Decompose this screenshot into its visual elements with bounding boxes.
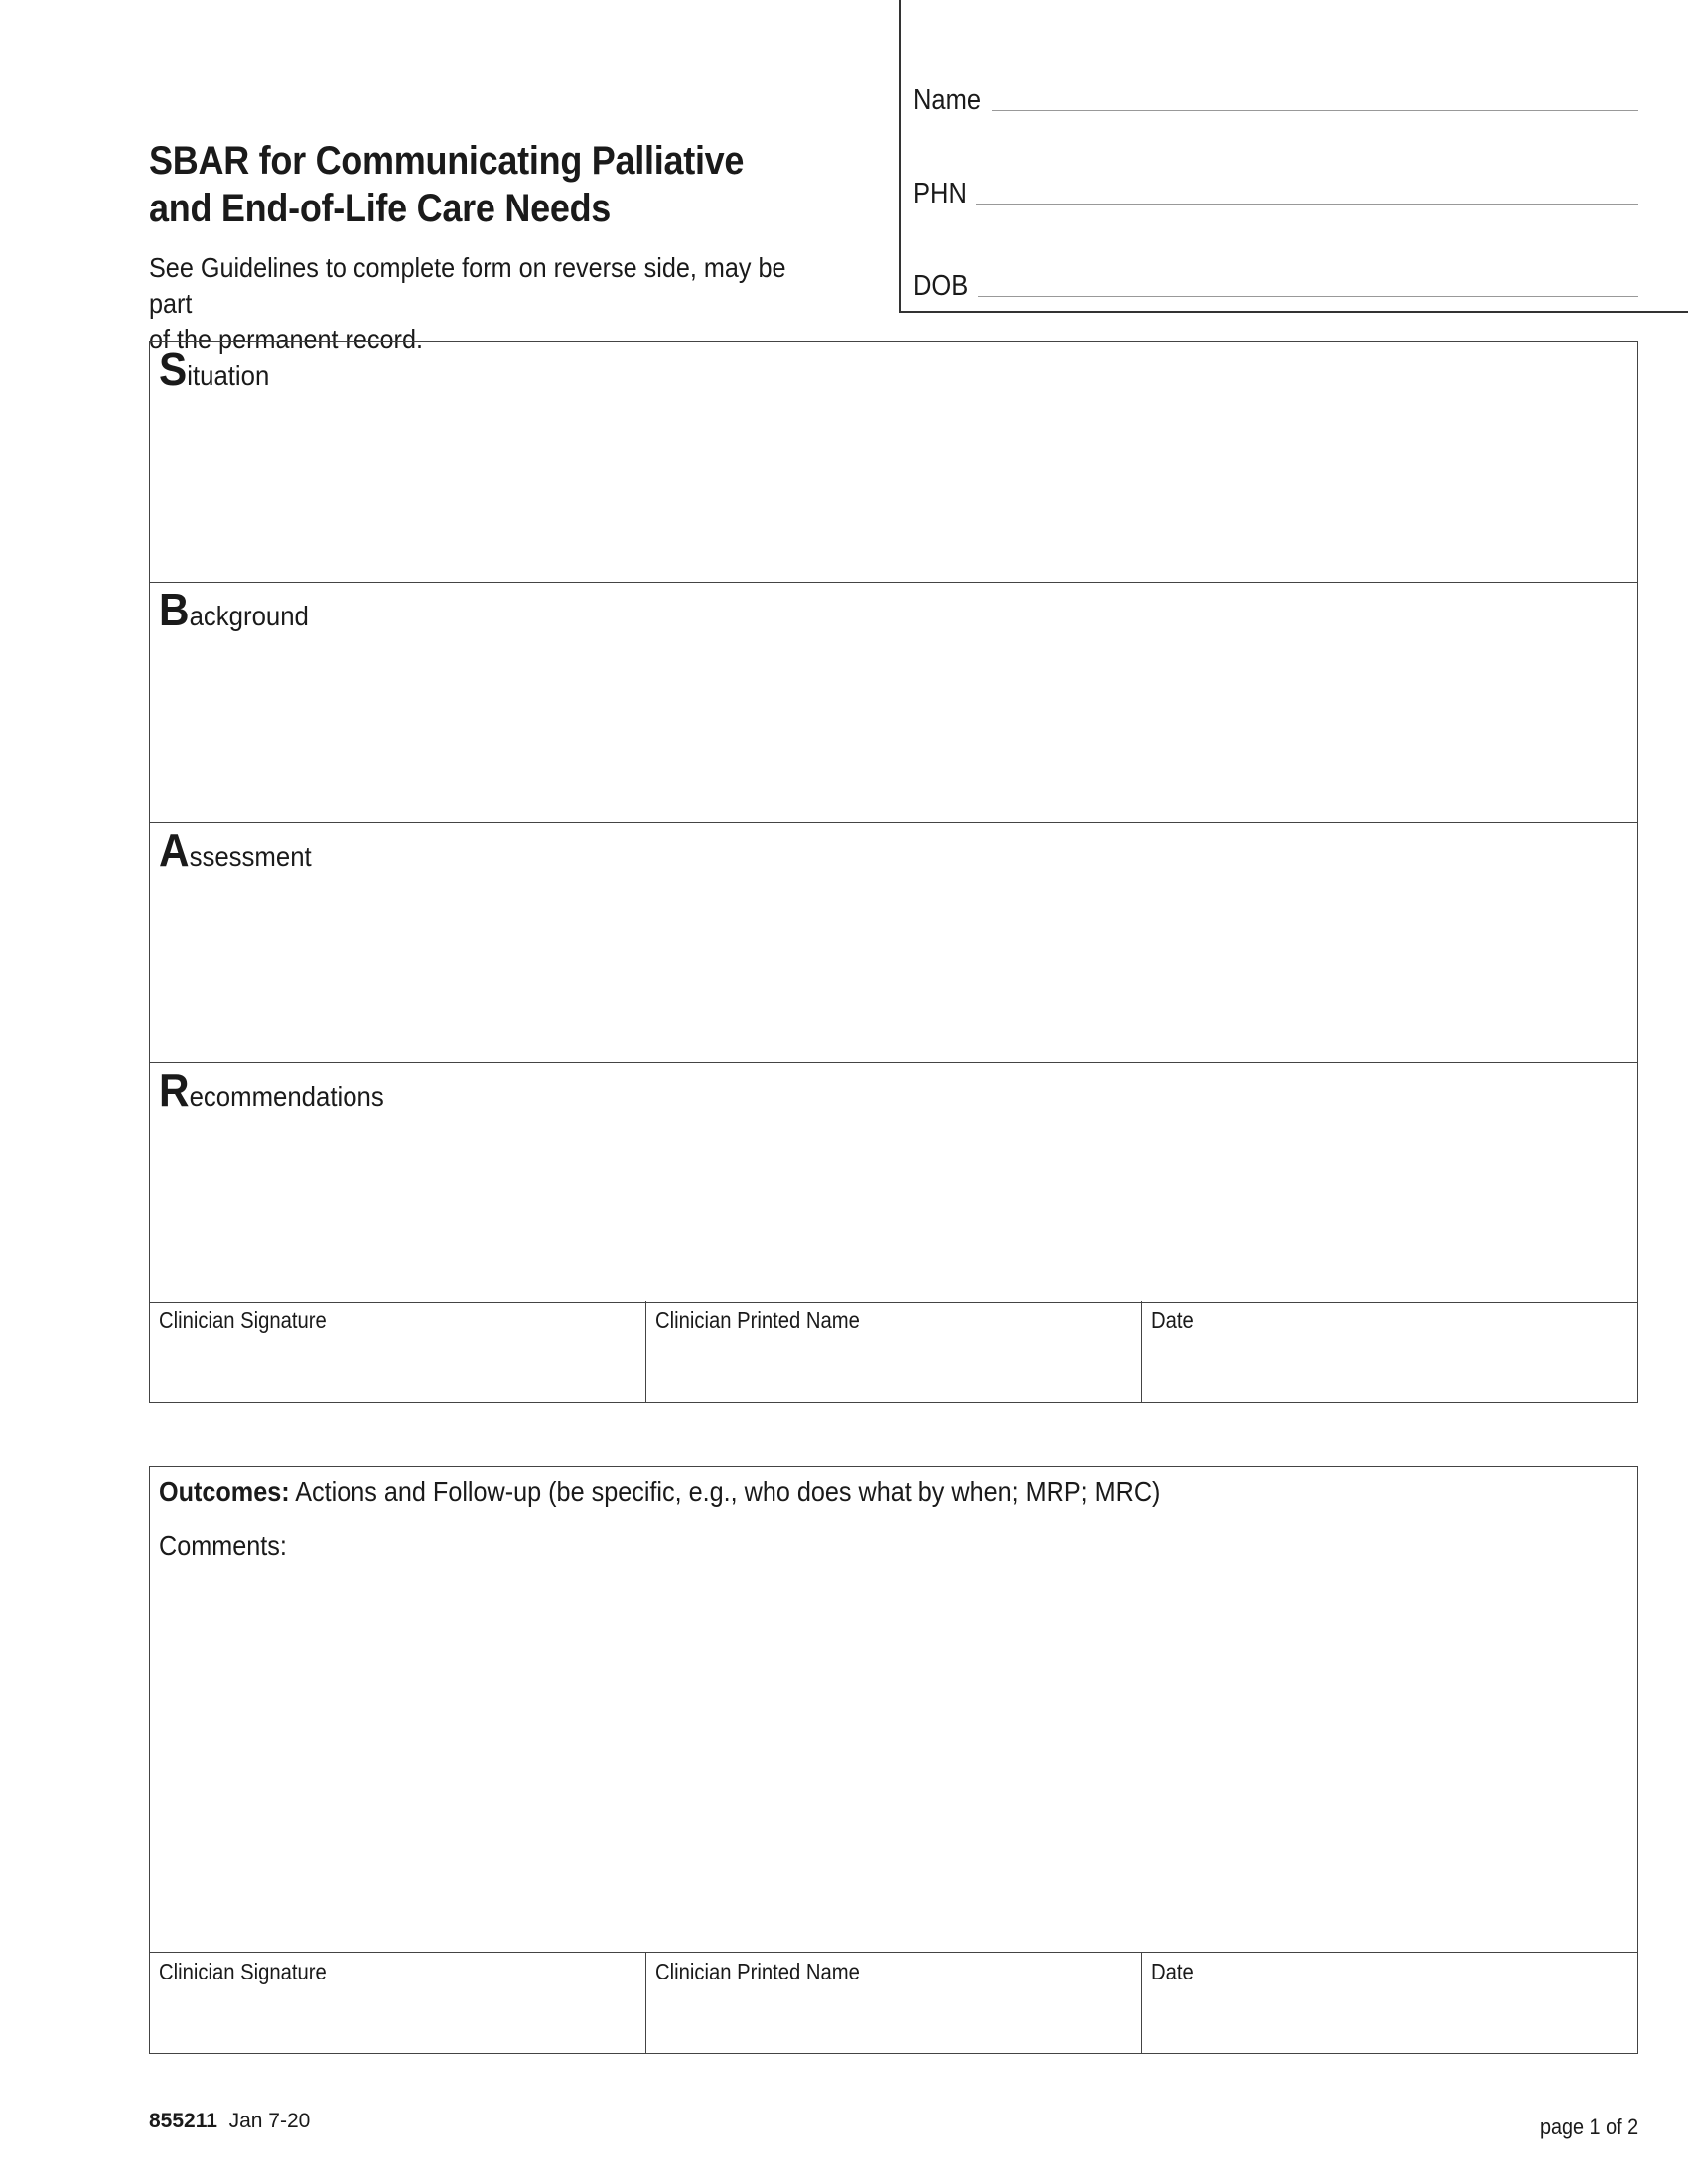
phn-label: PHN xyxy=(914,178,967,209)
patient-id-box xyxy=(899,0,1688,313)
subtitle-line-1: See Guidelines to complete form on reverse side, may be part xyxy=(149,252,786,319)
recommendations-heading xyxy=(159,1065,384,1122)
assessment-section[interactable] xyxy=(150,823,1637,1063)
situation-section[interactable] xyxy=(150,342,1637,583)
situation-heading xyxy=(159,344,269,401)
outcomes-clinician-signature-field[interactable] xyxy=(150,1953,646,2053)
background-heading xyxy=(159,585,309,641)
background-field[interactable] xyxy=(150,638,1637,822)
assessment-initial: A xyxy=(159,824,190,876)
sbar-date-field[interactable] xyxy=(1142,1301,1637,1402)
situation-initial: S xyxy=(159,343,188,395)
sbar-clinician-printed-name-field[interactable] xyxy=(646,1301,1143,1402)
page-title xyxy=(149,137,774,232)
background-initial: B xyxy=(159,584,190,635)
name-field[interactable] xyxy=(992,110,1638,111)
title-line-1: SBAR for Communicating Palliative xyxy=(149,139,745,183)
sbar-form xyxy=(149,341,1638,1403)
situation-field[interactable] xyxy=(150,398,1637,582)
recommendations-field[interactable] xyxy=(150,1119,1637,1302)
name-row xyxy=(914,85,1638,115)
outcomes-date-field[interactable] xyxy=(1142,1953,1637,2053)
dob-label: DOB xyxy=(914,270,969,302)
title-line-2: and End-of-Life Care Needs xyxy=(149,187,612,230)
page-number: page 1 of 2 xyxy=(1539,2115,1638,2139)
subtitle-line-2: of the permanent record. xyxy=(149,324,423,354)
outcomes-clinician-printed-name-field[interactable] xyxy=(646,1953,1143,2053)
form-date: Jan 7-20 xyxy=(228,2110,311,2132)
name-label: Name xyxy=(914,84,982,116)
date-label: Date xyxy=(1151,1307,1195,1333)
background-section[interactable] xyxy=(150,583,1637,823)
assessment-label: ssessment xyxy=(189,841,312,872)
recommendations-label: ecommendations xyxy=(189,1081,384,1112)
sbar-signature-row xyxy=(150,1301,1637,1402)
situation-label: ituation xyxy=(187,360,270,391)
outcomes-heading-text: Actions and Follow-up (be specific, e.g., who does what by when; MRP; MRC) xyxy=(289,1476,1161,1507)
sbar-clinician-signature-field[interactable] xyxy=(150,1301,646,1402)
clinician-printed-name-label: Clinician Printed Name xyxy=(654,1959,860,1984)
clinician-signature-label: Clinician Signature xyxy=(159,1959,327,1984)
comments-field[interactable] xyxy=(150,1574,1637,1953)
background-label: ackground xyxy=(189,601,309,631)
clinician-printed-name-label: Clinician Printed Name xyxy=(654,1307,860,1333)
comments-label: Comments: xyxy=(159,1530,287,1561)
outcomes-heading xyxy=(159,1469,1160,1515)
phn-row xyxy=(914,179,1638,208)
date-label: Date xyxy=(1151,1959,1195,1984)
phn-field[interactable] xyxy=(976,204,1638,205)
clinician-signature-label: Clinician Signature xyxy=(159,1307,327,1333)
assessment-field[interactable] xyxy=(150,879,1637,1062)
form-number: 855211 xyxy=(149,2110,217,2132)
form-code xyxy=(149,2108,310,2135)
outcomes-heading-bold: Outcomes: xyxy=(159,1476,290,1507)
dob-field[interactable] xyxy=(978,296,1638,297)
recommendations-section[interactable] xyxy=(150,1063,1637,1303)
dob-row xyxy=(914,271,1638,301)
recommendations-initial: R xyxy=(159,1064,190,1116)
assessment-heading xyxy=(159,825,312,882)
outcomes-form xyxy=(149,1466,1638,2054)
outcomes-signature-row xyxy=(150,1952,1637,2053)
